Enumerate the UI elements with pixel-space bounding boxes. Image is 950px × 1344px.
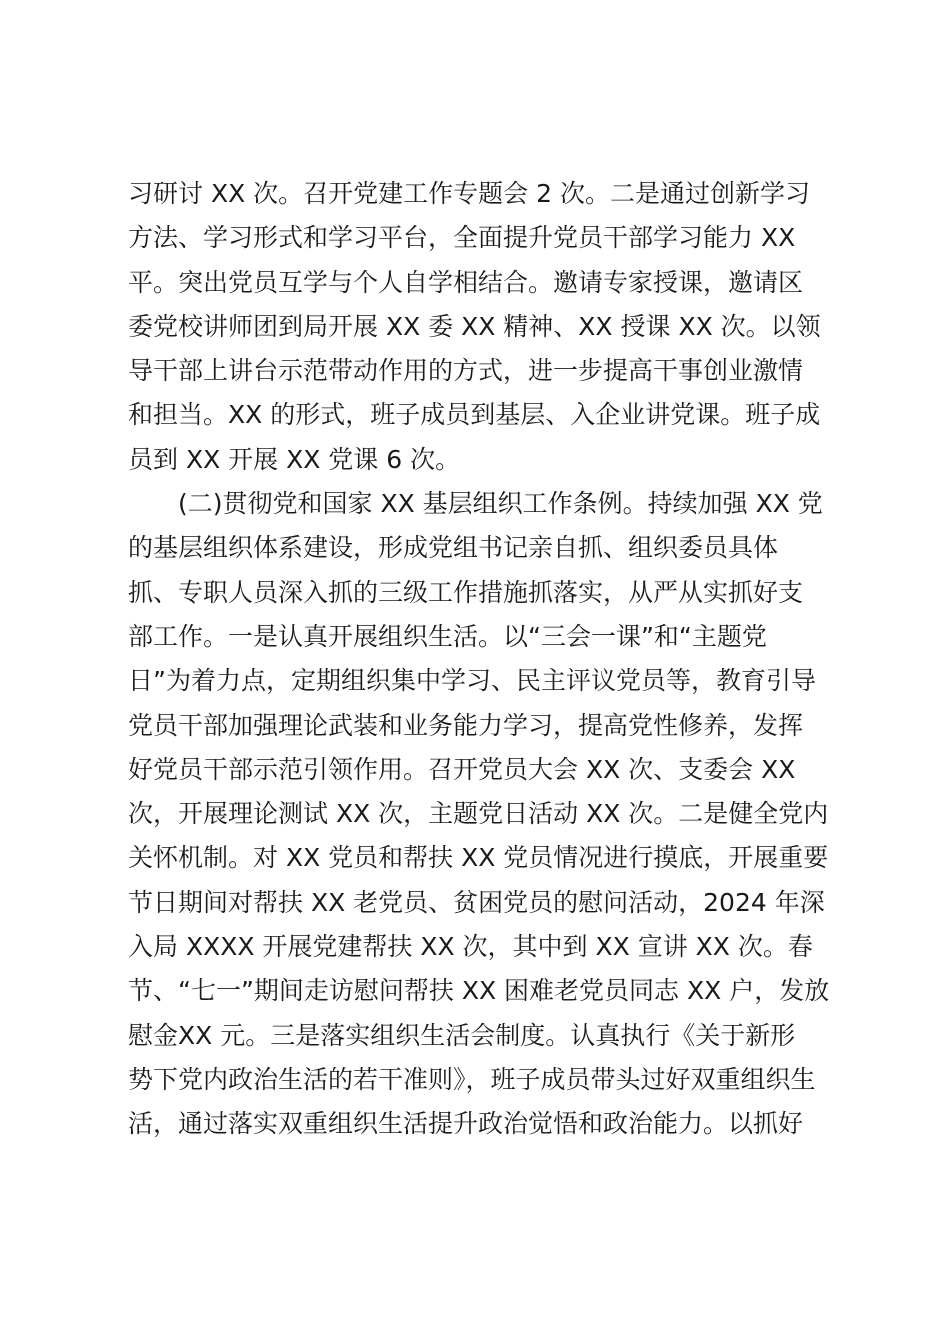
text-line: 的基层组织体系建设，形成党组书记亲自抓、组织委员具体 <box>128 533 779 563</box>
text-line: 活，通过落实双重组织生活提升政治觉悟和政治能力。以抓好 <box>128 1109 804 1139</box>
text-line: 日”为着力点，定期组织集中学习、民主评议党员等，教育引导 <box>128 666 816 696</box>
text-line: 次，开展理论测试 XX 次，主题党日活动 XX 次。二是健全党内 <box>128 799 829 829</box>
text-line: 关怀机制。对 XX 党员和帮扶 XX 党员情况进行摸底，开展重要 <box>128 843 829 873</box>
text-line: 平。突出党员互学与个人自学相结合。邀请专家授课，邀请区 <box>128 267 804 297</box>
text-line: 抓、专职人员深入抓的三级工作措施抓落实，从严从实抓好支 <box>128 577 804 607</box>
text-line: 导干部上讲台示范带动作用的方式，进一步提高干事创业激情 <box>128 356 804 386</box>
text-line: 节、“七一”期间走访慰问帮扶 XX 困难老党员同志 XX 户，发放 <box>128 976 830 1006</box>
text-line: 好党员干部示范引领作用。召开党员大会 XX 次、支委会 XX <box>128 754 796 784</box>
text-line: 和担当。XX 的形式，班子成员到基层、入企业讲党课。班子成 <box>128 400 821 430</box>
text-line: 习研讨 XX 次。召开党建工作专题会 2 次。二是通过创新学习 <box>128 179 810 208</box>
section-heading-line: (二)贯彻党和国家 XX 基层组织工作条例。持续加强 XX 党 <box>178 489 823 519</box>
body-text <box>128 172 838 1147</box>
text-line: 入局 XXXX 开展党建帮扶 XX 次，其中到 XX 宣讲 XX 次。春 <box>128 932 813 962</box>
text-line: 势下党内政治生活的若干准则》，班子成员带头过好双重组织生 <box>128 1064 816 1094</box>
text-line: 节日期间对帮扶 XX 老党员、贫困党员的慰问活动，2024 年深 <box>128 887 825 917</box>
text-line: 员到 XX 开展 XX 党课 6 次。 <box>128 444 461 474</box>
text-line: 慰金XX 元。三是落实组织生活会制度。认真执行《关于新形 <box>128 1020 796 1050</box>
text-line: 党员干部加强理论武装和业务能力学习，提高党性修养，发挥 <box>128 710 804 740</box>
text-line: 部工作。一是认真开展组织生活。以“三会一课”和“主题党 <box>128 621 767 651</box>
text-line: 委党校讲师团到局开展 XX 委 XX 精神、XX 授课 XX 次。以领 <box>128 311 821 341</box>
text-line: 方法、学习形式和学习平台，全面提升党员干部学习能力 XX <box>128 223 796 253</box>
